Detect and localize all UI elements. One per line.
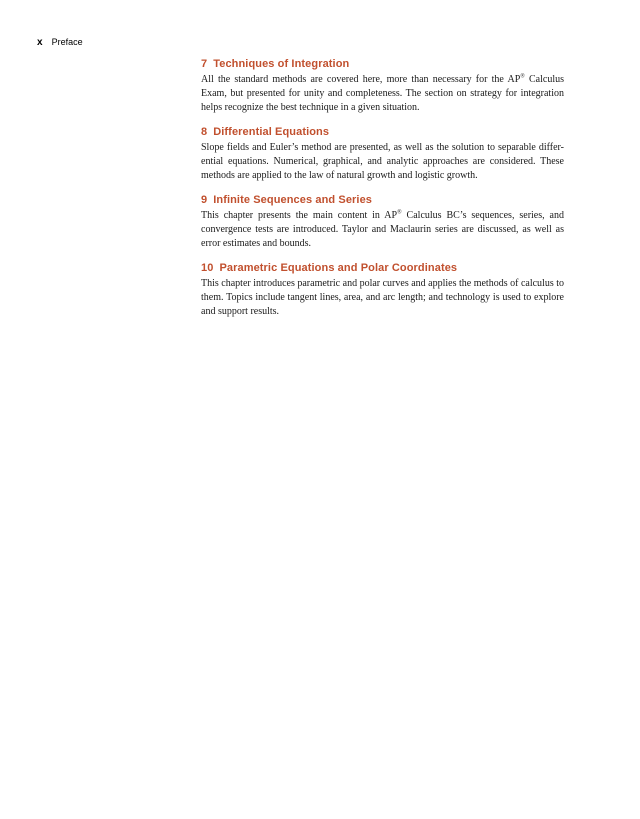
section-body (201, 73, 564, 115)
chapter-title: Parametric Equations and Polar Coordinates (219, 262, 458, 274)
chapter-title: Techniques of Integration (213, 58, 350, 70)
section-chapter-9 (201, 194, 564, 251)
chapter-number: 7 (201, 58, 208, 70)
chapter-number: 9 (201, 194, 208, 206)
page-number: x (37, 37, 43, 48)
section-heading (201, 58, 564, 70)
body-text-continued: Calculus Exam, but presented for unity and completeness. The section on strategy for integration helps recognize the best technique in a given situation. (201, 74, 564, 113)
section-chapter-7 (201, 58, 564, 115)
section-body: This chapter introduces parametric and polar curves and applies the methods of calculus to them. Topics include tangent lines, area, and arc length; and technology is used to explore and support results. (201, 278, 564, 317)
registered-mark: ® (520, 73, 525, 80)
section-chapter-8 (201, 126, 564, 183)
chapter-title: Infinite Sequences and Series (213, 194, 373, 206)
body-text: All the standard methods are covered here, more than necessary for the AP (201, 74, 521, 85)
body-text-continued: Calculus BC’s sequences, series, and convergence tests are introduced. Taylor and Maclaurin series are discussed, as well as error estimates and bounds. (201, 210, 564, 249)
section-heading (201, 194, 564, 206)
section-chapter-10 (201, 262, 564, 319)
main-content (201, 58, 564, 330)
running-head (37, 37, 83, 48)
section-heading (201, 126, 564, 138)
section-body (201, 209, 564, 251)
body-text: This chapter presents the main content in AP (201, 210, 398, 221)
chapter-number: 10 (201, 262, 214, 274)
section-heading (201, 262, 564, 274)
chapter-title: Differential Equations (213, 126, 330, 138)
chapter-number: 8 (201, 126, 208, 138)
section-body: Slope fields and Euler’s method are presented, as well as the solution to separable differ- ential equations. Numerical, graphical, and analytic approaches are considered. These methods are applied to the law of natural growth and logistic growth. (201, 142, 564, 181)
registered-mark: ® (397, 209, 402, 216)
running-head-title: Preface (51, 37, 83, 47)
